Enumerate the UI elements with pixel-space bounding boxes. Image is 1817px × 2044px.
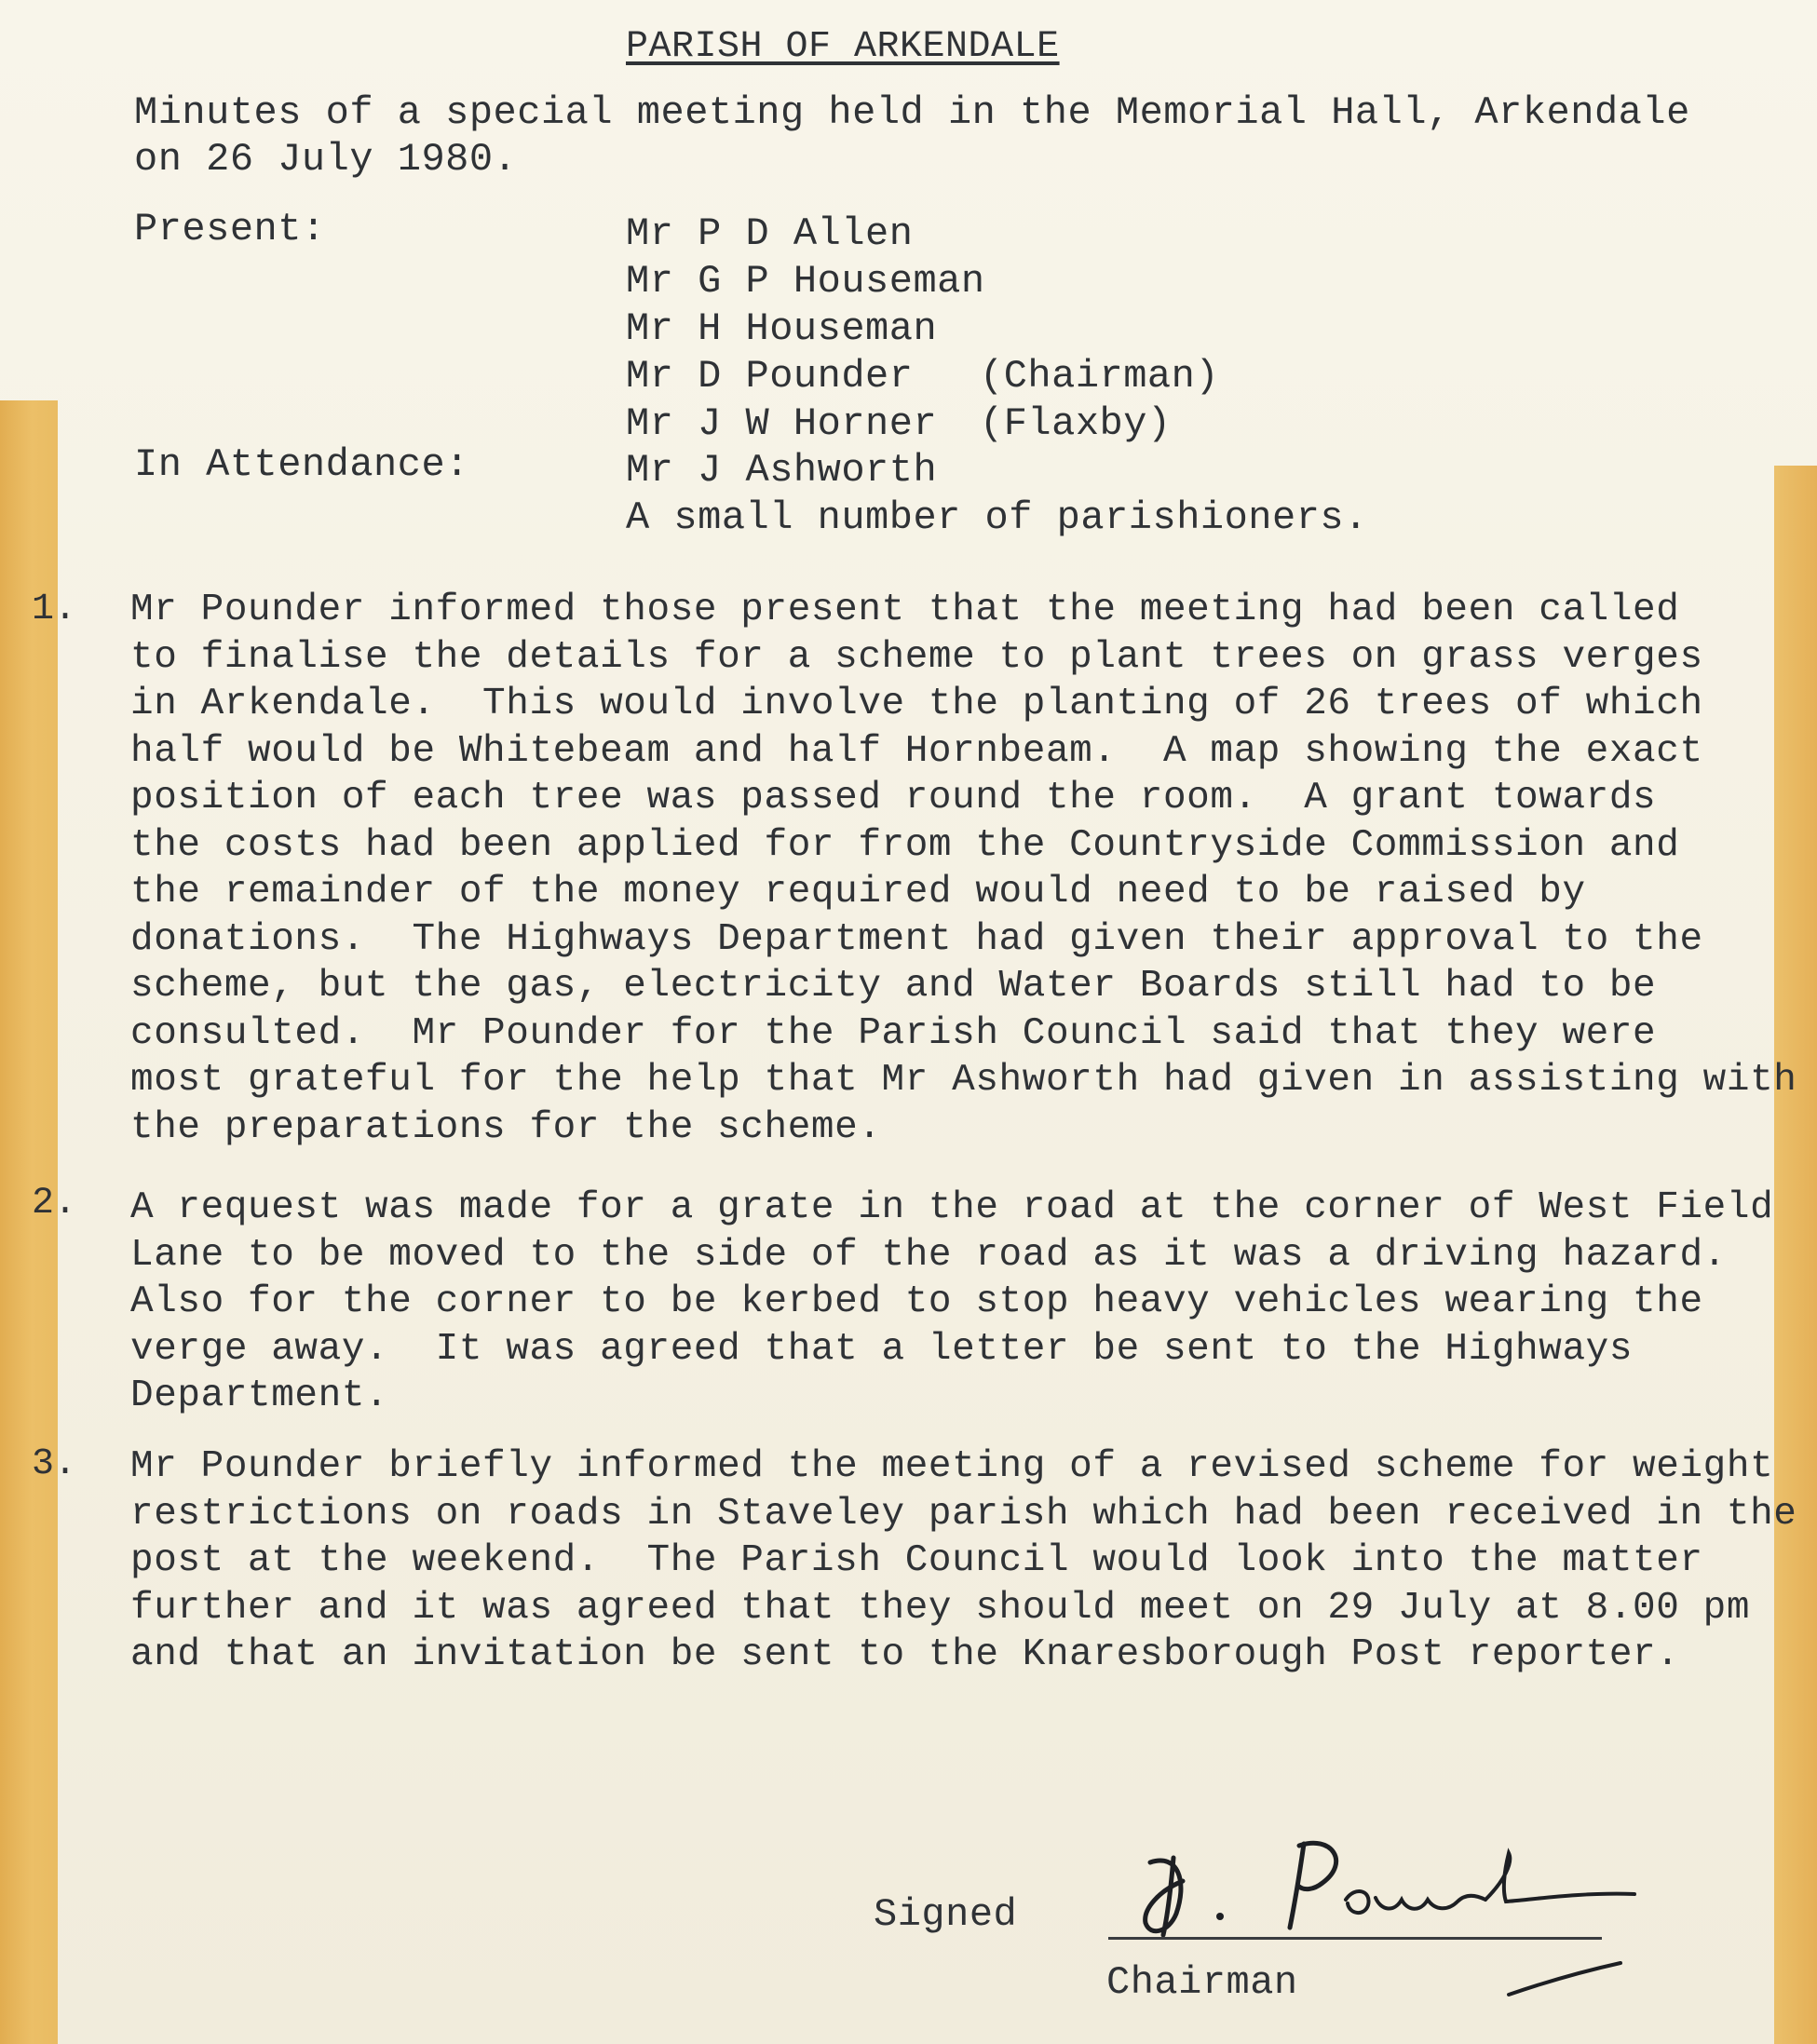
- item-line: position of each tree was passed round the room. A grant towards: [130, 777, 1657, 819]
- item-line: the costs had been applied for from the Countryside Commission and: [130, 823, 1680, 867]
- item-line: consulted. Mr Pounder for the Parish Council said that they were: [130, 1011, 1657, 1055]
- item-line: Department.: [130, 1374, 389, 1417]
- minute-item-1: [130, 587, 1797, 1151]
- minute-item-3: [130, 1443, 1797, 1679]
- attendance-item: A small number of parishioners.: [626, 495, 1368, 540]
- item-line: to finalise the details for a scheme to plant trees on grass verges: [130, 635, 1703, 679]
- item-number: 1.: [32, 589, 77, 630]
- item-line: in Arkendale. This would involve the planting of 26 trees of which: [130, 683, 1703, 725]
- item-line: the preparations for the scheme.: [130, 1105, 882, 1149]
- item-line: and that an invitation be sent to the Knaresborough Post reporter.: [130, 1633, 1680, 1676]
- present-member: Mr J W Horner: [626, 401, 938, 446]
- item-line: post at the weekend. The Parish Council would look into the matter: [130, 1539, 1703, 1582]
- present-member: Mr H Houseman: [626, 306, 938, 351]
- item-line: Mr Pounder briefly informed the meeting of a revised scheme for weight: [130, 1445, 1774, 1488]
- item-line: Mr Pounder informed those present that the meeting had been called: [130, 589, 1680, 631]
- item-number: 2.: [32, 1183, 77, 1225]
- item-line: restrictions on roads in Staveley parish which had been received in the: [130, 1492, 1797, 1536]
- present-member-note: (Chairman): [980, 354, 1220, 399]
- attendance-item: Mr J Ashworth: [626, 448, 938, 493]
- item-number: 3.: [32, 1443, 77, 1485]
- present-member-note: (Flaxby): [980, 401, 1172, 446]
- item-line: the remainder of the money required would need to be raised by: [130, 871, 1586, 914]
- signature-line: [1108, 1937, 1602, 1940]
- chairman-label: Chairman: [1106, 1960, 1298, 2005]
- present-label: Present:: [134, 207, 326, 251]
- item-line: further and it was agreed that they should meet on 29 July at 8.00 pm: [130, 1586, 1751, 1630]
- minute-item-2: [130, 1184, 1773, 1420]
- item-line: Lane to be moved to the side of the road as it was a driving hazard.: [130, 1233, 1727, 1277]
- item-line: A request was made for a grate in the road at the corner of West Field: [130, 1186, 1774, 1229]
- item-line: scheme, but the gas, electricity and Water Boards still had to be: [130, 965, 1657, 1008]
- document-heading: PARISH OF ARKENDALE: [626, 26, 1060, 68]
- item-line: verge away. It was agreed that a letter be sent to the Highways: [130, 1327, 1634, 1371]
- present-member: Mr G P Houseman: [626, 259, 985, 304]
- item-line: half would be Whitebeam and half Hornbeam. A map showing the exact: [130, 729, 1703, 773]
- signature-flourish: [1504, 1956, 1625, 2002]
- item-line: most grateful for the help that Mr Ashworth had given in assisting with: [130, 1059, 1797, 1102]
- intro-line-2: on 26 July 1980.: [134, 137, 518, 182]
- signed-label: Signed: [874, 1892, 1018, 1937]
- present-member: Mr P D Allen: [626, 211, 914, 256]
- present-member: Mr D Pounder: [626, 354, 914, 399]
- intro-line-1: Minutes of a special meeting held in the Memorial Hall, Arkendale: [134, 90, 1690, 135]
- attendance-label: In Attendance:: [134, 442, 469, 487]
- item-line: Also for the corner to be kerbed to stop heavy vehicles wearing the: [130, 1280, 1703, 1323]
- item-line: donations. The Highways Department had given their approval to the: [130, 917, 1703, 961]
- handwritten-signature: [1132, 1825, 1653, 1956]
